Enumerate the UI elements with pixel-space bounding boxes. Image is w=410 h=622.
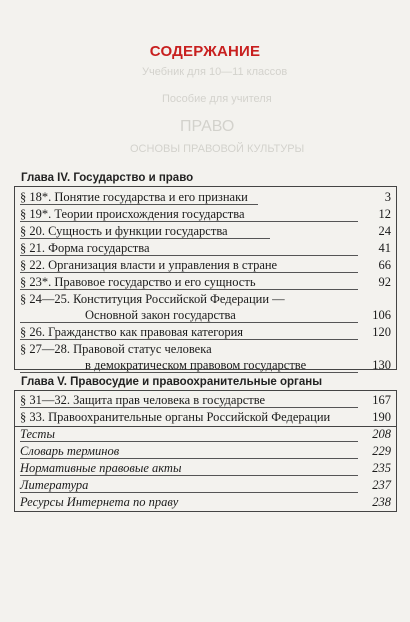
table-rule — [14, 369, 397, 370]
entry-underline — [20, 204, 258, 205]
entry-underline — [20, 475, 358, 476]
chapter-heading: Глава V. Правосудие и правоохранительные органы — [21, 376, 323, 388]
toc-entry-page: 235 — [372, 461, 391, 475]
table-rule — [14, 186, 397, 187]
entry-underline — [20, 339, 358, 340]
toc-entry-page: 12 — [378, 207, 391, 221]
toc-entry-title: § 33. Правоохранительные органы Российской Федерации — [20, 410, 331, 424]
toc-entry[interactable] — [20, 409, 391, 425]
toc-entry-page: 24 — [378, 224, 391, 238]
toc-entry-title: Ресурсы Интернета по праву — [20, 495, 179, 509]
toc-entry-title: Литература — [20, 478, 89, 492]
toc-entry-title: § 31—32. Защита прав человека в государстве — [20, 393, 266, 407]
toc-entry[interactable] — [20, 257, 391, 273]
table-border-right — [396, 186, 397, 369]
toc-entry-page: 229 — [372, 444, 391, 458]
toc-entry-title: § 19*. Теории происхождения государства — [20, 207, 245, 221]
toc-entry-page: 106 — [372, 308, 391, 322]
toc-entry[interactable] — [20, 274, 391, 290]
toc-entry-title: § 21. Форма государства — [20, 241, 150, 255]
toc-entry-title: § 24—25. Конституция Российской Федерации — — [20, 292, 285, 306]
bleed-through-line: Учебник для 10—11 классов — [142, 66, 288, 78]
table-border-left — [14, 186, 15, 369]
bleed-through-line: Пособие для учителя — [162, 93, 272, 105]
toc-entry[interactable] — [20, 240, 391, 256]
entry-underline — [20, 322, 358, 323]
toc-entry-page: 66 — [378, 258, 391, 272]
toc-entry[interactable] — [20, 291, 391, 307]
toc-entry-page: 208 — [372, 427, 391, 441]
toc-entry-page: 238 — [372, 495, 391, 509]
page-title: СОДЕРЖАНИЕ — [149, 43, 261, 60]
entry-underline — [20, 407, 358, 408]
chapter-heading: Глава IV. Государство и право — [21, 172, 194, 184]
toc-entry[interactable] — [20, 392, 391, 408]
toc-entry[interactable] — [20, 353, 391, 369]
toc-entry-title: § 18*. Понятие государства и его признаки — [20, 190, 248, 204]
toc-entry[interactable] — [20, 324, 391, 340]
toc-entry[interactable] — [20, 189, 391, 205]
toc-entry-page: 237 — [372, 478, 391, 492]
toc-entry-title: § 22. Организация власти и управления в стране — [20, 258, 278, 272]
toc-entry-title: Словарь терминов — [20, 444, 120, 458]
toc-entry[interactable] — [20, 206, 391, 222]
entry-underline — [20, 221, 358, 222]
entry-underline — [20, 238, 270, 239]
toc-entry-page: 120 — [372, 325, 391, 339]
toc-entry-title: Нормативные правовые акты — [20, 461, 182, 475]
toc-entry-title: Тесты — [20, 427, 55, 441]
table-border-right — [396, 390, 397, 511]
entry-underline — [20, 492, 358, 493]
entry-underline — [20, 255, 358, 256]
toc-entry[interactable] — [20, 477, 391, 493]
toc-entry-title: § 26. Гражданство как правовая категория — [20, 325, 244, 339]
toc-entry-title: § 27—28. Правовой статус человека — [20, 342, 212, 356]
toc-entry[interactable] — [20, 460, 391, 476]
entry-underline — [20, 372, 358, 373]
bleed-through-line: ПРАВО — [180, 118, 235, 135]
entry-underline — [20, 441, 358, 442]
toc-entry-title: в демократическом правовом государстве — [85, 358, 307, 372]
toc-entry[interactable] — [20, 223, 391, 239]
toc-entry-page: 130 — [372, 358, 391, 372]
toc-entry[interactable] — [20, 426, 391, 442]
entry-underline — [20, 289, 358, 290]
bleed-through-line: ОСНОВЫ ПРАВОВОЙ КУЛЬТУРЫ — [130, 143, 305, 155]
table-rule — [14, 390, 397, 391]
entry-underline — [20, 272, 358, 273]
toc-entry-page: 190 — [372, 410, 391, 424]
toc-entry-title: § 23*. Правовое государство и его сущность — [20, 275, 256, 289]
toc-entry[interactable] — [20, 494, 391, 510]
table-rule — [14, 511, 397, 512]
toc-entry-page: 167 — [372, 393, 391, 407]
toc-entry-title: § 20. Сущность и функции государства — [20, 224, 228, 238]
toc-entry-page: 41 — [378, 241, 391, 255]
toc-entry-continued[interactable] — [20, 307, 391, 323]
toc-entry-title: Основной закон государства — [85, 308, 236, 322]
entry-underline — [20, 458, 358, 459]
toc-entry-page: 3 — [384, 190, 391, 204]
toc-entry[interactable] — [20, 443, 391, 459]
toc-entry-page: 92 — [378, 275, 391, 289]
table-border-left — [14, 390, 15, 511]
